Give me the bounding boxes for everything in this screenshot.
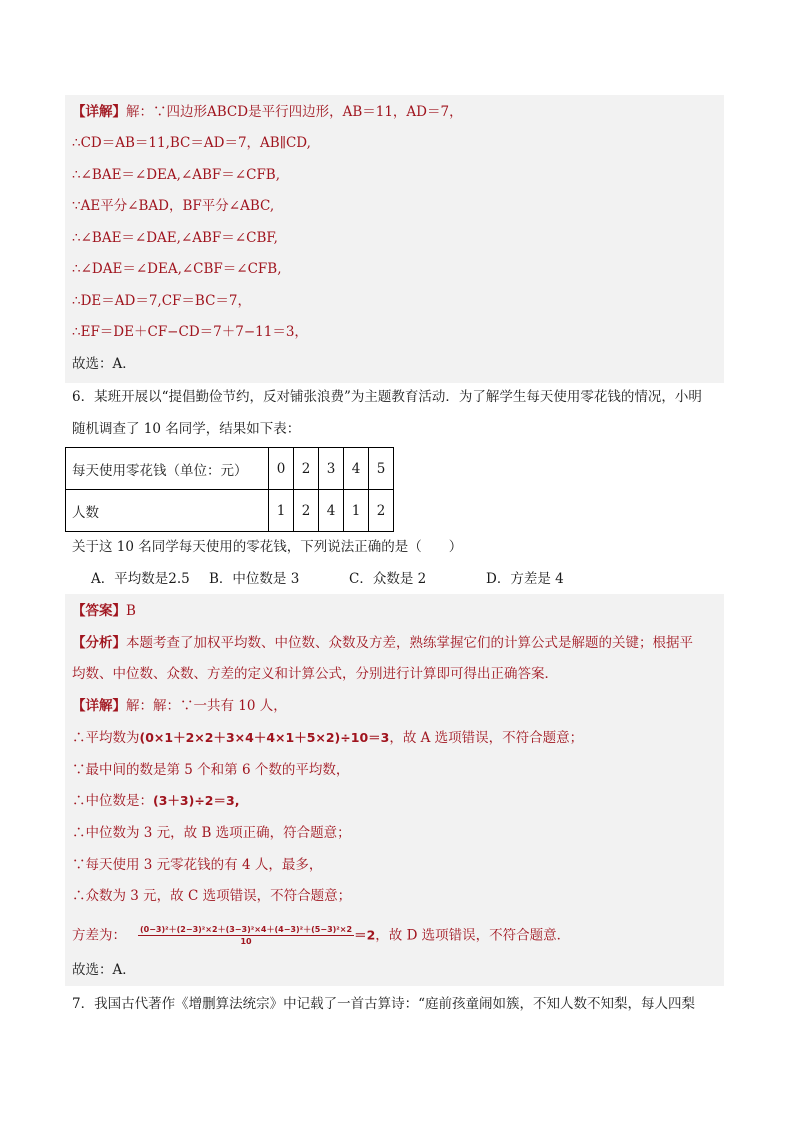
variance-result: ＝2 [354,927,376,943]
table-cell: 5 [369,448,394,490]
q5-conclusion: 故选：A． [72,356,136,372]
variance-prefix: 方差为： [72,927,126,944]
q6-analysis-line-2: 均数、中位数、众数、方差的定义和计算公式，分别进行计算即可得出正确答案． [72,666,558,682]
table-cell: 0 [269,448,294,490]
q5-detail-line-2: ∴CD＝AB＝11,BC＝AD＝7，AB∥CD, [72,135,311,151]
variance-denominator: 10 [240,937,252,946]
table-row [66,448,394,490]
q6-mode-line-1: ∵每天使用 3 元零花钱的有 4 人，最多， [72,857,323,873]
table-cell: 2 [369,490,394,532]
analysis-text: 本题考查了加权平均数、中位数、众数及方差，熟练掌握它们的计算公式是解题的关键；根据平 [126,635,693,651]
q6-analysis-line-1 [72,633,693,653]
q7-stem-line-1: 7．我国古代著作《增删算法统宗》中记载了一首古算诗：“庭前孩童闹如簇，不知人数不知梨，每人四梨 [72,996,695,1012]
q6-option-c: C．众数是 2 [349,571,427,587]
table-cell: 2 [294,448,319,490]
q6-detail-line-1 [72,696,287,716]
q5-detail-line-3: ∴∠BAE＝∠DEA,∠ABF＝∠CFB, [72,167,281,183]
q6-option-a: A．平均数是2.5 [91,571,190,587]
q6-median-line-3: ∴中位数为 3 元，故 B 选项正确，符合题意； [72,825,351,841]
q6-median-line-2 [72,791,239,811]
mean-prefix: ∴平均数为 [72,730,140,746]
table-cell: 2 [294,490,319,532]
q5-detail-line-4: ∵AE平分∠BAD，BF平分∠ABC, [72,198,275,214]
q5-detail-line-1 [72,102,463,122]
q6-median-line-1: ∵最中间的数是第 5 个和第 6 个数的平均数， [72,762,350,778]
q6-option-d: D．方差是 4 [486,571,564,587]
q6-data-table [65,447,394,532]
table-cell: 4 [344,448,369,490]
q5-detail-line-6: ∴∠DAE＝∠DEA,∠CBF＝∠CFB, [72,261,282,277]
q6-question: 关于这 10 名同学每天使用的零花钱，下列说法正确的是（ ） [72,539,463,555]
table-cell: 1 [344,490,369,532]
table-cell: 1 [269,490,294,532]
q5-detail-line-7: ∴DE＝AD＝7,CF＝BC＝7， [72,293,252,309]
table-cell: 3 [319,448,344,490]
detail-text: 解：∵四边形ABCD是平行四边形，AB＝11，AD＝7， [126,104,463,120]
variance-suffix: ，故 D 选项错误，不符合题意． [375,927,571,944]
detail-text: 解：解：∵一共有 10 人， [126,698,287,714]
q5-detail-line-5: ∴∠BAE＝∠DAE,∠ABF＝∠CBF, [72,230,278,246]
variance-fraction [138,924,354,947]
q6-stem-line-2: 随机调查了 10 名同学，结果如下表： [72,421,301,437]
q6-option-b: B．中位数是 3 [209,571,300,587]
median-formula: (3＋3)÷2＝3, [153,793,240,808]
answer-value: B [126,603,136,619]
table-header-cell: 人数 [66,490,269,532]
detail-tag: 【详解】 [72,698,126,714]
q6-variance-line [72,924,570,947]
q6-answer-line [72,601,136,621]
q6-stem-line-1: 6．某班开展以“提倡勤俭节约，反对铺张浪费”为主题教育活动．为了解学生每天使用零花钱的情况，小明 [72,389,702,405]
table-row [66,490,394,532]
answer-tag: 【答案】 [72,603,126,619]
q6-mode-line-2: ∴众数为 3 元，故 C 选项错误，不符合题意； [72,888,352,904]
mean-suffix: ，故 A 选项错误，不符合题意； [389,730,584,746]
variance-numerator: (0−3)²＋(2−3)²×2＋(3−3)²×4＋(4−3)²＋(5−3)²×2 [140,925,353,934]
detail-tag: 【详解】 [72,104,126,120]
table-cell: 4 [319,490,344,532]
q6-mean-line [72,728,583,748]
mean-formula: (0×1＋2×2＋3×4＋4×1＋5×2)÷10＝3 [139,730,390,745]
median-prefix: ∴中位数是： [72,793,153,809]
analysis-tag: 【分析】 [72,635,126,651]
q5-detail-line-8: ∴EF＝DE＋CF−CD＝7＋7−11＝3， [72,324,308,340]
q6-conclusion: 故选：A． [72,962,136,978]
table-header-cell: 每天使用零花钱（单位：元） [66,448,269,490]
